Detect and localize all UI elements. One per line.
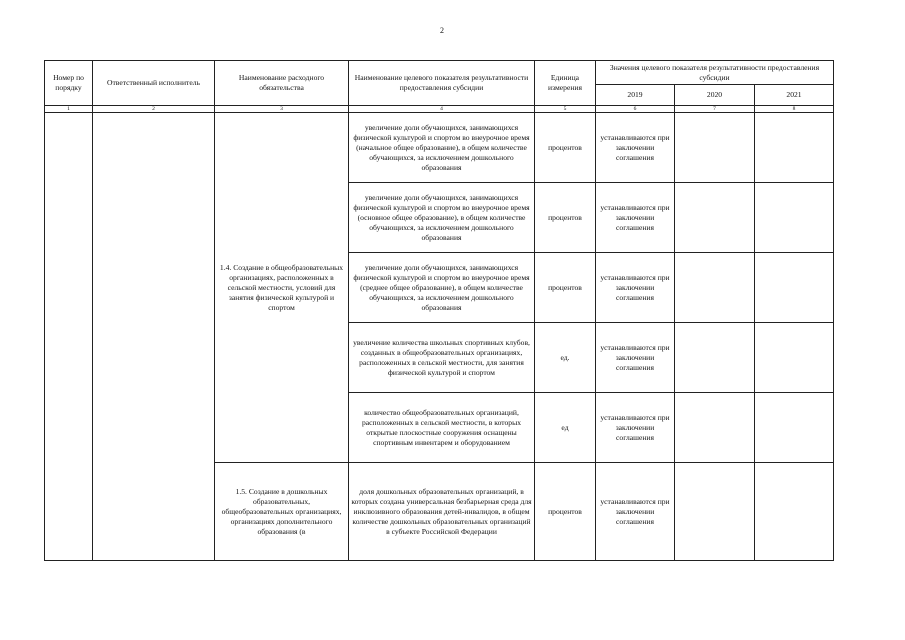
header-year-2021: 2021 bbox=[755, 85, 834, 106]
value-2020-cell bbox=[675, 323, 755, 393]
value-2020-cell bbox=[675, 393, 755, 463]
unit-cell: процентов bbox=[535, 253, 596, 323]
unit-cell: процентов bbox=[535, 113, 596, 183]
unit-cell: процентов bbox=[535, 183, 596, 253]
header-col-values: Значения целевого показателя результативности предоставления субсидии bbox=[596, 61, 834, 85]
value-2021-cell bbox=[755, 323, 834, 393]
value-2021-cell bbox=[755, 393, 834, 463]
indicator-cell: увеличение количества школьных спортивных клубов, созданных в общеобразовательных организациях, расположенных в сельской местности, для занятия физической культурой и спортом bbox=[349, 323, 535, 393]
column-number: 4 bbox=[349, 106, 535, 113]
value-2019-cell: устанавливаются при заключении соглашения bbox=[596, 393, 675, 463]
unit-cell: ед. bbox=[535, 323, 596, 393]
value-2020-cell bbox=[675, 463, 755, 561]
executor-cell bbox=[93, 113, 215, 561]
column-number-row bbox=[45, 106, 834, 113]
indicator-cell: увеличение доли обучающихся, занимающихся физической культурой и спортом во внеурочное время (среднее общее образование), в общем количестве обучающихся, за исключением дошкольного образования bbox=[349, 253, 535, 323]
value-2021-cell bbox=[755, 463, 834, 561]
indicator-cell: доля дошкольных образовательных организаций, в которых создана универсальная безбарьерная среда для инклюзивного образования детей-инвалидов, в общем количестве дошкольных образовательных организаций в субъекте Российской Федерации bbox=[349, 463, 535, 561]
value-2019-cell: устанавливаются при заключении соглашения bbox=[596, 463, 675, 561]
column-number: 3 bbox=[215, 106, 349, 113]
indicator-cell: увеличение доли обучающихся, занимающихся физической культурой и спортом во внеурочное время (основное общее образование), в общем количестве обучающихся, за исключением дошкольного образования bbox=[349, 183, 535, 253]
target-indicators-table bbox=[44, 60, 834, 561]
expense-obligation-1-4: 1.4. Создание в общеобразовательных организациях, расположенных в сельской местности, условий для занятия физической культурой и спортом bbox=[215, 113, 349, 463]
column-number: 7 bbox=[675, 106, 755, 113]
page-number: 2 bbox=[440, 26, 444, 35]
value-2021-cell bbox=[755, 113, 834, 183]
unit-cell: ед bbox=[535, 393, 596, 463]
value-2019-cell: устанавливаются при заключении соглашения bbox=[596, 113, 675, 183]
header-col-number: Номер по порядку bbox=[45, 61, 93, 106]
value-2020-cell bbox=[675, 183, 755, 253]
value-2020-cell bbox=[675, 113, 755, 183]
header-col-executor: Ответственный исполнитель bbox=[93, 61, 215, 106]
indicator-cell: увеличение доли обучающихся, занимающихся физической культурой и спортом во внеурочное время (начальное общее образование), в общем количестве обучающихся, за исключением дошкольного образования bbox=[349, 113, 535, 183]
header-col-indicator: Наименование целевого показателя результативности предоставления субсидии bbox=[349, 61, 535, 106]
column-number: 8 bbox=[755, 106, 834, 113]
value-2019-cell: устанавливаются при заключении соглашения bbox=[596, 323, 675, 393]
header-year-2019: 2019 bbox=[596, 85, 675, 106]
unit-cell: процентов bbox=[535, 463, 596, 561]
value-2020-cell bbox=[675, 253, 755, 323]
column-number: 5 bbox=[535, 106, 596, 113]
header-col-unit: Единица измерения bbox=[535, 61, 596, 106]
value-2021-cell bbox=[755, 253, 834, 323]
value-2019-cell: устанавливаются при заключении соглашения bbox=[596, 183, 675, 253]
header-col-expense: Наименование расходного обязательства bbox=[215, 61, 349, 106]
table-row bbox=[45, 113, 834, 183]
column-number: 6 bbox=[596, 106, 675, 113]
header-year-2020: 2020 bbox=[675, 85, 755, 106]
value-2019-cell: устанавливаются при заключении соглашения bbox=[596, 253, 675, 323]
value-2021-cell bbox=[755, 183, 834, 253]
expense-obligation-1-5: 1.5. Создание в дошкольных образовательных, общеобразовательных организациях, организациях дополнительного образования (в bbox=[215, 463, 349, 561]
column-number: 1 bbox=[45, 106, 93, 113]
indicator-cell: количество общеобразовательных организаций, расположенных в сельской местности, в которых открытые плоскостные сооружения оснащены спортивным инвентарем и оборудованием bbox=[349, 393, 535, 463]
column-number: 2 bbox=[93, 106, 215, 113]
row-number-cell bbox=[45, 113, 93, 561]
